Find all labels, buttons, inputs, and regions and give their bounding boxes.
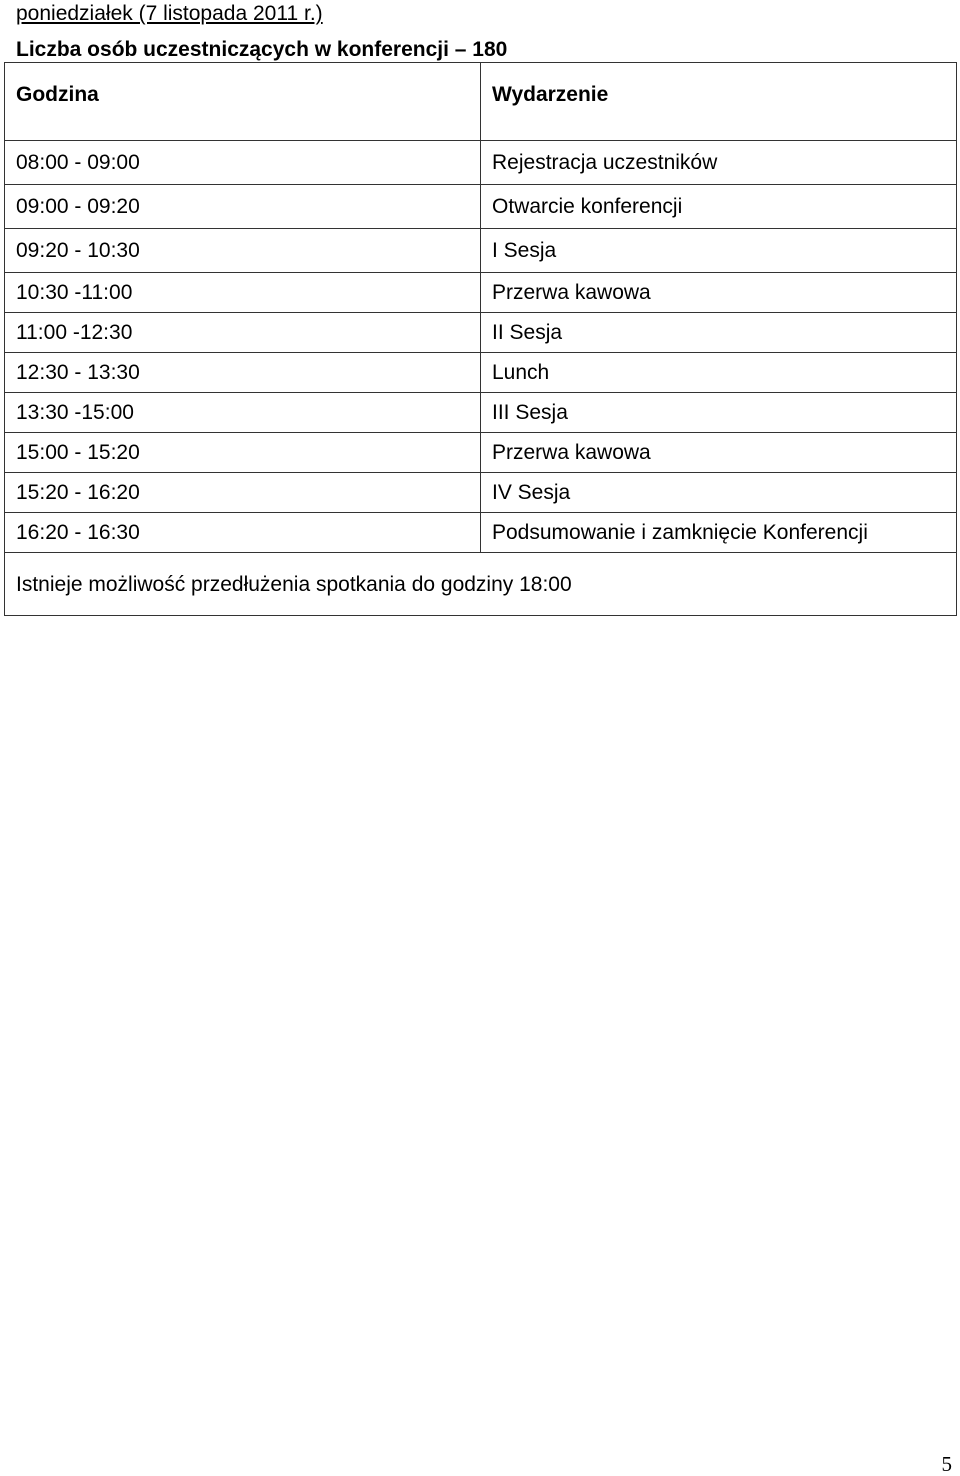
row-event: II Sesja [481,313,957,353]
page-number: 5 [941,1452,952,1476]
table-header-row [5,63,957,141]
row-event: Podsumowanie i zamknięcie Konferencji [481,513,957,553]
row-event: Rejestracja uczestników [481,141,957,185]
table-row [5,393,957,433]
row-event: Przerwa kawowa [481,433,957,473]
row-event: Przerwa kawowa [481,273,957,313]
row-event: Otwarcie konferencji [481,185,957,229]
row-time: 08:00 - 09:00 [5,141,481,185]
row-time: 15:20 - 16:20 [5,473,481,513]
schedule-table [4,62,957,616]
table-row [5,353,957,393]
date-heading: poniedziałek (7 listopada 2011 r.) [16,2,323,25]
table-note-row [5,553,957,616]
table-row [5,433,957,473]
row-time: 15:00 - 15:20 [5,433,481,473]
row-event: III Sesja [481,393,957,433]
schedule-note: Istnieje możliwość przedłużenia spotkania do godziny 18:00 [5,553,957,616]
row-time: 09:00 - 09:20 [5,185,481,229]
row-time: 12:30 - 13:30 [5,353,481,393]
table-row [5,473,957,513]
column-header-event: Wydarzenie [481,63,957,141]
row-time: 11:00 -12:30 [5,313,481,353]
row-event: Lunch [481,353,957,393]
column-header-time: Godzina [5,63,481,141]
row-time: 16:20 - 16:30 [5,513,481,553]
table-row [5,313,957,353]
row-time: 09:20 - 10:30 [5,229,481,273]
participants-count: Liczba osób uczestniczących w konferencji – 180 [16,38,508,61]
row-event: IV Sesja [481,473,957,513]
table-row [5,229,957,273]
table-row [5,513,957,553]
table-row [5,273,957,313]
table-row [5,141,957,185]
row-time: 13:30 -15:00 [5,393,481,433]
row-time: 10:30 -11:00 [5,273,481,313]
table-row [5,185,957,229]
row-event: I Sesja [481,229,957,273]
